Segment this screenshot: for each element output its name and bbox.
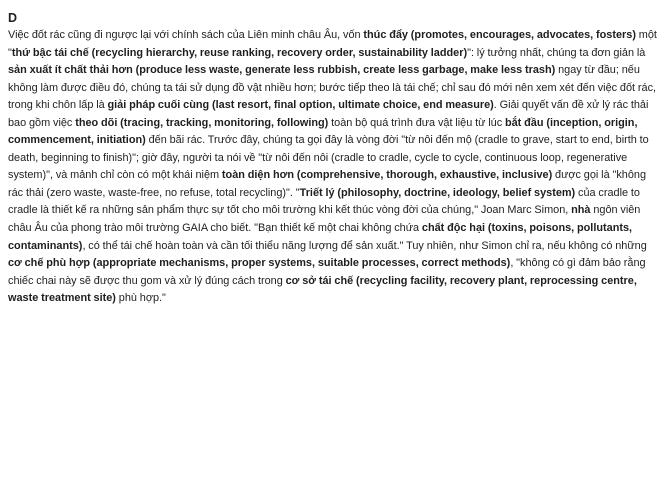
bold-term: sản xuất ít chất thải hơn (produce less waste, generate less rubbish, create less garbage, make less trash) bbox=[8, 64, 556, 77]
text-run: , có thể tái chế hoàn toàn và cần tối thiểu năng lượng để sản xuất." Tuy nhiên, như Simon chỉ ra, nếu không có những bbox=[82, 239, 647, 252]
bold-term: cơ sở tái chế (recycling facility, recovery plant, reprocessing centre, waste treatment site) bbox=[8, 274, 637, 305]
text-run: . Giải quyết vấn đề xử lý rác thải bao gồm việc bbox=[8, 99, 649, 129]
text-run: , "không có gì đảm bảo rằng chiếc chai này sẽ được thu gom và xử lý đúng cách trong bbox=[8, 257, 646, 287]
bold-term: chất độc hại (toxins, poisons, pollutants, contaminants) bbox=[8, 222, 633, 252]
body-paragraph bbox=[8, 27, 661, 308]
text-run: được gọi là "không rác thải (zero waste, waste-free, no refuse, total recycling)". " bbox=[8, 169, 647, 199]
text-run: ngôn viên châu Âu của phong trào môi trường GAIA cho biết. "Bạn thiết kế một chai không chứa bbox=[8, 204, 641, 235]
bold-term: thứ bậc tái chế (recycling hierarchy, reuse ranking, recovery order, sustainability ladder) bbox=[11, 46, 468, 59]
text-run: một " bbox=[8, 29, 657, 59]
bold-term: thúc đẩy (promotes, encourages, advocates, fosters) bbox=[363, 29, 636, 41]
bold-term: nhà bbox=[571, 204, 591, 217]
bold-term: bắt đầu (inception, origin, commencement, initiation) bbox=[8, 116, 638, 147]
bold-term: toàn diện hơn (comprehensive, thorough, exhaustive, inclusive) bbox=[221, 169, 553, 182]
section-heading: D bbox=[8, 11, 18, 25]
bold-term: Triết lý (philosophy, doctrine, ideology, belief system) bbox=[299, 186, 576, 199]
text-run: toàn bộ quá trình đưa vật liệu từ lúc bbox=[328, 116, 505, 129]
text-run: ngay từ đầu; nếu không làm được điều đó, chúng ta tái sử dụng đồ vật nhiều hơn; bước tiếp theo là tái chế; chỉ sau đó mới nên xem xét đến việc đốt rác, trong khi chôn lấp là bbox=[8, 64, 657, 112]
bold-term: giải pháp cuối cùng (last resort, final option, ultimate choice, end measure) bbox=[107, 99, 494, 112]
text-run: ": lý tưởng nhất, chúng ta đơn giản là bbox=[467, 46, 646, 59]
bold-term: cơ chế phù hợp (appropriate mechanisms, proper systems, suitable processes, correct methods) bbox=[8, 257, 511, 270]
bold-term: theo dõi (tracing, tracking, monitoring, following) bbox=[75, 116, 329, 129]
text-run: của cradle to cradle là thiết kế ra những sản phẩm thực sự tốt cho môi trường khi kết thúc vòng đời của chúng," Joan Marc Simon, bbox=[8, 186, 640, 217]
document bbox=[8, 9, 661, 308]
text-run: Việc đốt rác cũng đi ngược lại với chính sách của Liên minh châu Âu, vốn bbox=[8, 29, 364, 41]
text-run: đến bãi rác. Trước đây, chúng ta gọi đây là vòng đời "từ nôi đến mộ (cradle to grave, start to end, birth to death, beginning to finish)"; giờ đây, người ta nói về "từ nôi đến nôi (cradle to cradle, cycle to cycle, continuous loop, regenerative system)", và mảnh chỉ còn có một khái niệm bbox=[8, 134, 649, 182]
text-run: phù hợp." bbox=[115, 292, 166, 305]
